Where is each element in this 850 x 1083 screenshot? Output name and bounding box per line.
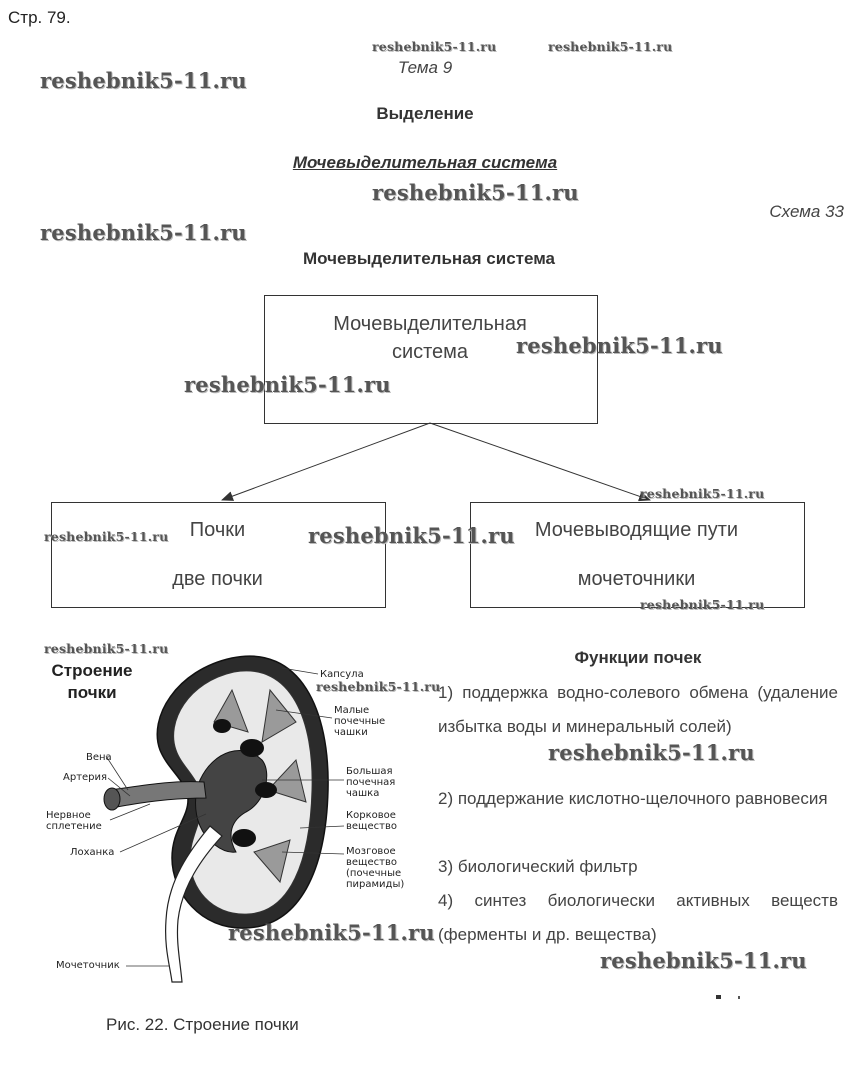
functions-title: Функции почек (574, 648, 702, 667)
label-big-cup-1: Большая (346, 766, 393, 777)
arrow-to-urinary-tract (430, 423, 650, 500)
watermark: reshebnik5-11.ru (640, 597, 765, 612)
kidneys-box-title: Почки (189, 519, 246, 541)
urinary-tract-box-detail: мочеточники (577, 568, 696, 590)
small-cup-4 (213, 719, 231, 733)
figure-title-line1: Строение (51, 661, 133, 680)
label-big-cup (346, 766, 395, 799)
function-item-1: 1) поддержка водно-солевого обмена (удаление избытка воды и минеральный солей) (438, 683, 838, 736)
label-artery: Артерия (63, 772, 108, 783)
topic-label: Тема 9 (397, 58, 453, 77)
watermark: reshebnik5-11.ru (548, 740, 755, 765)
root-box-line2: система (391, 341, 469, 363)
urinary-tract-box-title: Мочевыводящие пути (534, 519, 739, 541)
small-cup-3 (232, 829, 256, 847)
watermark: reshebnik5-11.ru (308, 523, 515, 548)
label-medulla-3: (почечные (346, 868, 402, 879)
watermark: reshebnik5-11.ru (40, 68, 247, 93)
page-number: Стр. 79. (8, 8, 71, 27)
label-nerve (46, 810, 102, 832)
root-box-line1: Мочевыделительная (333, 313, 527, 335)
label-big-cup-2: почечная (346, 777, 396, 788)
label-ureter: Мочеточник (56, 960, 120, 971)
label-medulla (346, 846, 404, 890)
watermark: reshebnik5-11.ru (640, 486, 765, 501)
watermark: reshebnik5-11.ru (44, 641, 169, 656)
vessel-opening (104, 788, 120, 810)
label-capsule: Капсула (320, 669, 364, 680)
label-small-cups-2: почечные (334, 716, 386, 727)
label-small-cups-3: чашки (334, 727, 368, 738)
label-small-cups-1: Малые (334, 705, 370, 716)
label-vein: Вена (86, 752, 112, 763)
label-nerve-2: сплетение (46, 821, 102, 832)
label-pelvis: Лоханка (70, 847, 115, 858)
function-item-2: 2) поддержание кислотно-щелочного равновесия (438, 789, 828, 808)
figure-title-line2: почки (67, 683, 117, 702)
watermark: reshebnik5-11.ru (44, 529, 169, 544)
watermark: reshebnik5-11.ru (184, 372, 391, 397)
scheme-title: Мочевыделительная система (302, 249, 556, 268)
watermark: reshebnik5-11.ru (372, 180, 579, 205)
label-medulla-1: Мозговое (346, 846, 396, 857)
label-small-cups (334, 705, 385, 738)
function-item-4: 4) синтез биологически активных веществ (ферменты и др. вещества) (438, 891, 838, 944)
arrow-to-kidneys (222, 423, 430, 500)
watermark: reshebnik5-11.ru (372, 39, 497, 54)
label-medulla-2: вещество (346, 857, 397, 868)
watermark: reshebnik5-11.ru (40, 220, 247, 245)
small-cup-1 (240, 739, 264, 757)
label-cortex (346, 810, 397, 832)
label-medulla-4: пирамиды) (346, 879, 405, 890)
watermark: reshebnik5-11.ru (228, 920, 435, 945)
figure-caption: Рис. 22. Строение почки (106, 1015, 299, 1034)
stray-mark (738, 996, 740, 999)
small-cup-2 (255, 782, 277, 798)
label-cortex-2: вещество (346, 821, 397, 832)
subsection-text: Мочевыделительная система (292, 153, 558, 172)
section-title: Выделение (376, 104, 474, 123)
scheme-number: Схема 33 (769, 202, 844, 221)
watermark: reshebnik5-11.ru (316, 679, 441, 694)
function-item-3: 3) биологический фильтр (438, 857, 638, 876)
kidneys-box-detail: две почки (172, 568, 263, 590)
watermark: reshebnik5-11.ru (548, 39, 673, 54)
watermark: reshebnik5-11.ru (600, 948, 807, 973)
label-nerve-1: Нервное (46, 810, 91, 821)
watermark: reshebnik5-11.ru (516, 333, 723, 358)
label-cortex-1: Корковое (346, 810, 396, 821)
label-big-cup-3: чашка (346, 788, 380, 799)
stray-mark (716, 995, 721, 999)
